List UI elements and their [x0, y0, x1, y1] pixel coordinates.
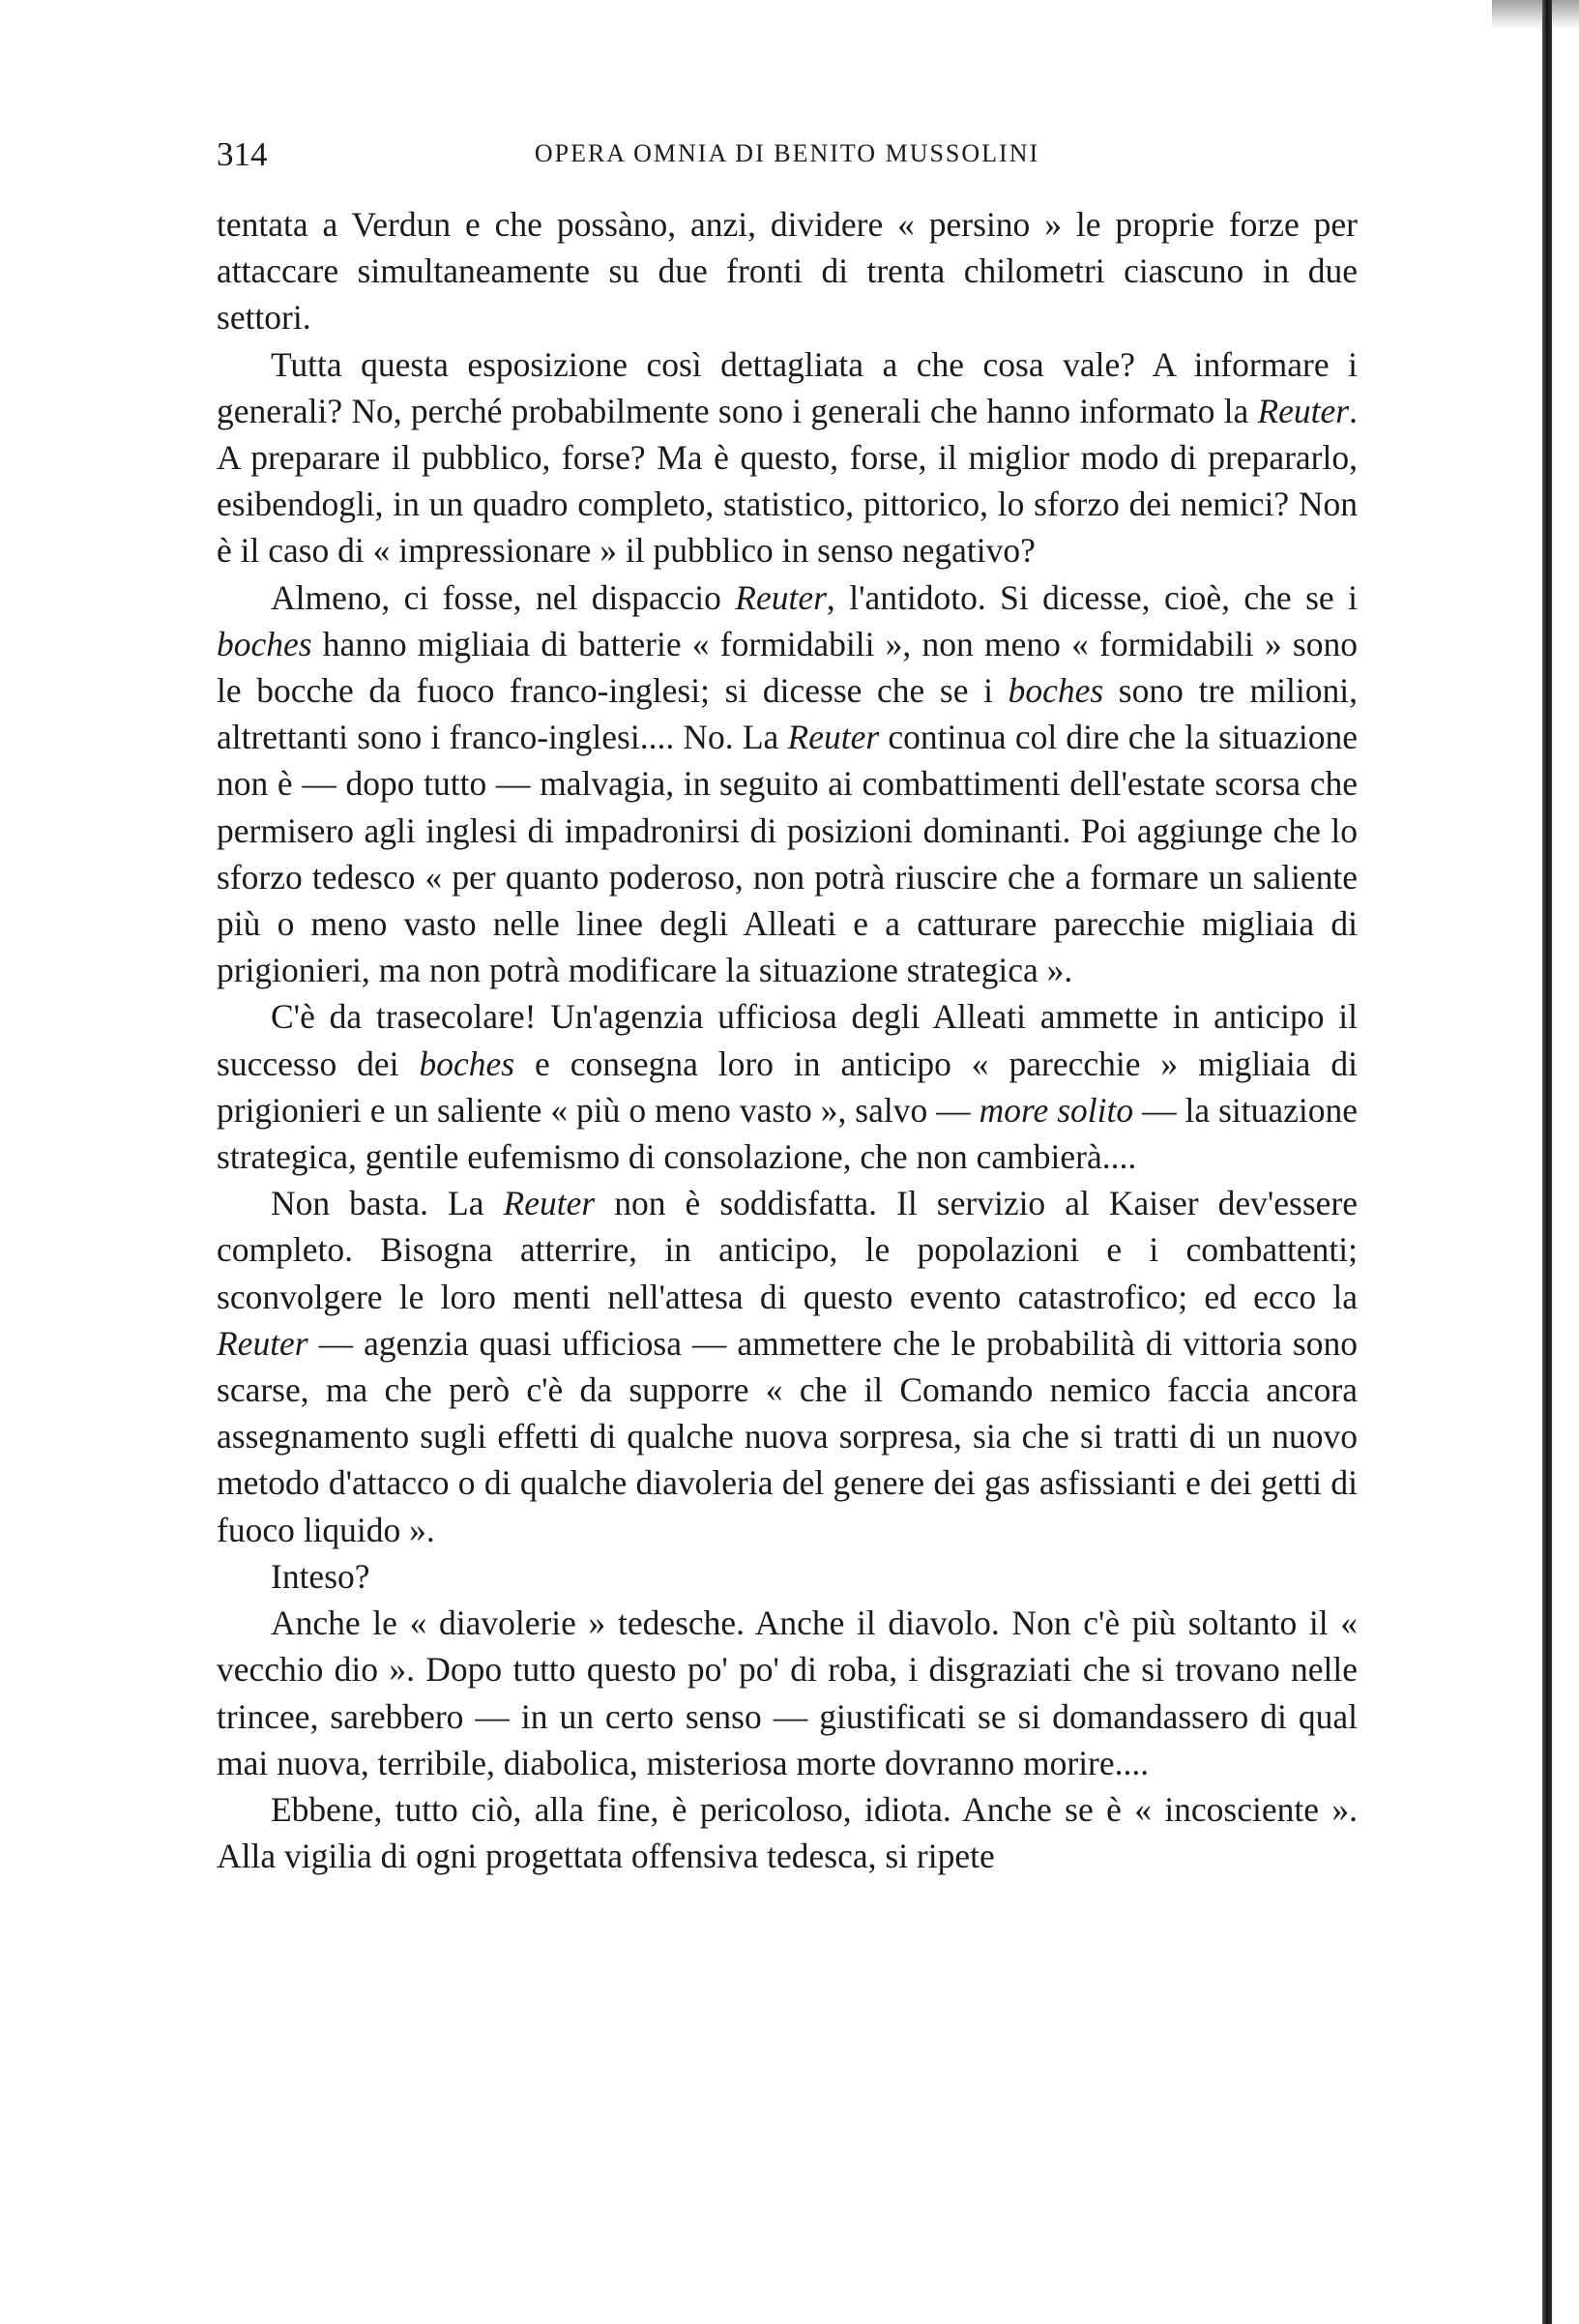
body-text [217, 201, 1358, 1879]
text-run: , l'antidoto. Si dicesse, cioè, che se i [826, 577, 1358, 617]
paragraph [217, 574, 1358, 994]
paragraph [217, 341, 1358, 574]
text-run: Ebbene, tutto ciò, alla fine, è pericoloso, idiota. Anche se è « incosciente ». Alla vigilia di ogni progettata offensiva tedesca, si ripete [217, 1789, 1358, 1876]
text-run: continua col dire che la situazione non è — dopo tutto — malvagia, in seguito ai combattimenti dell'estate scorsa che permisero agli inglesi di impadronirsi di posizioni dominanti. Poi aggiunge che lo sforzo tedesco « per quanto poderoso, non potrà riuscire che a formare un saliente più o meno vasto nelle linee degli Alleati e a catturare parecchie migliaia di prigionieri, ma non potrà modificare la situazione strategica ». [217, 718, 1359, 990]
text-run: Anche le « diavolerie » tedesche. Anche il diavolo. Non c'è più soltanto il « vecchio dio ». Dopo tutto questo po' po' di roba, i disgraziati che si trovano nelle trincee, sarebbero — in un certo senso — giustificati se si domandassero di qual mai nuova, terribile, diabolica, misteriosa morte dovranno morire.... [217, 1603, 1358, 1782]
paragraph [217, 1600, 1358, 1786]
italic-text: more solito [979, 1090, 1134, 1130]
text-run: tentata a Verdun e che possàno, anzi, dividere « persino » le proprie forze per attaccare simultaneamente su due fronti di trenta chilometri ciascuno in due settori. [217, 205, 1358, 338]
page-header [217, 135, 1358, 182]
italic-text: Reuter [217, 1323, 308, 1363]
text-run: Tutta questa esposizione così dettagliata a che cosa vale? A informare i generali? No, perché probabilmente sono i generali che hanno informato la [217, 344, 1358, 430]
text-run: Inteso? [271, 1556, 370, 1596]
paragraph [217, 1786, 1358, 1879]
italic-text: Reuter [503, 1184, 596, 1223]
paragraph [217, 201, 1358, 341]
binding-shadow [1492, 0, 1579, 29]
paragraph [217, 993, 1358, 1180]
paragraph [217, 1553, 1358, 1600]
paragraph [217, 1180, 1358, 1553]
text-run: Almeno, ci fosse, nel dispaccio [271, 577, 736, 617]
text-run: non è soddisfatta. Il servizio al Kaiser dev'essere completo. Bisogna atterrire, in anticipo, le popolazioni e i combattenti; sconvolgere le loro menti nell'attesa di questo evento catastrofico; ed ecco la [217, 1184, 1358, 1316]
text-run: e consegna loro in anticipo « parecchie » migliaia di prigionieri e un saliente « più o meno vasto », salvo — [217, 1044, 1358, 1130]
running-title: OPERA OMNIA DI BENITO MUSSOLINI [534, 139, 1040, 167]
text-run: . A preparare il pubblico, forse? Ma è questo, forse, il miglior modo di prepararlo, esibendogli, in un quadro completo, statistico, pittorico, lo sforzo dei nemici? Non è il caso di « impressionare » il pubblico in senso negativo? [217, 391, 1358, 571]
text-run: C'è da trasecolare! Un'agenzia ufficiosa degli Alleati ammette in anticipo il successo dei [217, 997, 1358, 1083]
page-binding-edge [1542, 0, 1552, 2324]
italic-text: boches [419, 1044, 515, 1083]
text-run: Non basta. La [271, 1184, 504, 1223]
text-run: sono tre milioni, altrettanti sono i franco-inglesi.... No. La [217, 671, 1358, 757]
italic-text: Reuter [787, 718, 880, 757]
text-run: — agenzia quasi ufficiosa — ammettere che le probabilità di vittoria sono scarse, ma che però c'è da supporre « che il Comando nemico faccia ancora assegnamento sugli effetti di qualche nuova sorpresa, sia che si tratti di un nuovo metodo d'attacco o di qualche diavoleria del genere dei gas asfissianti e dei getti di fuoco liquido ». [217, 1323, 1358, 1549]
italic-text: boches [217, 624, 312, 663]
italic-text: Reuter [735, 577, 827, 617]
text-run: — la situazione strategica, gentile eufemismo di consolazione, che non cambierà.... [217, 1090, 1359, 1177]
text-run: hanno migliaia di batterie « formidabili », non meno « formidabili » sono le bocche da fuoco franco-inglesi; si dicesse che se i [217, 624, 1358, 711]
italic-text: Reuter [1257, 391, 1350, 430]
italic-text: boches [1008, 671, 1104, 711]
page-number: 314 [217, 135, 268, 173]
